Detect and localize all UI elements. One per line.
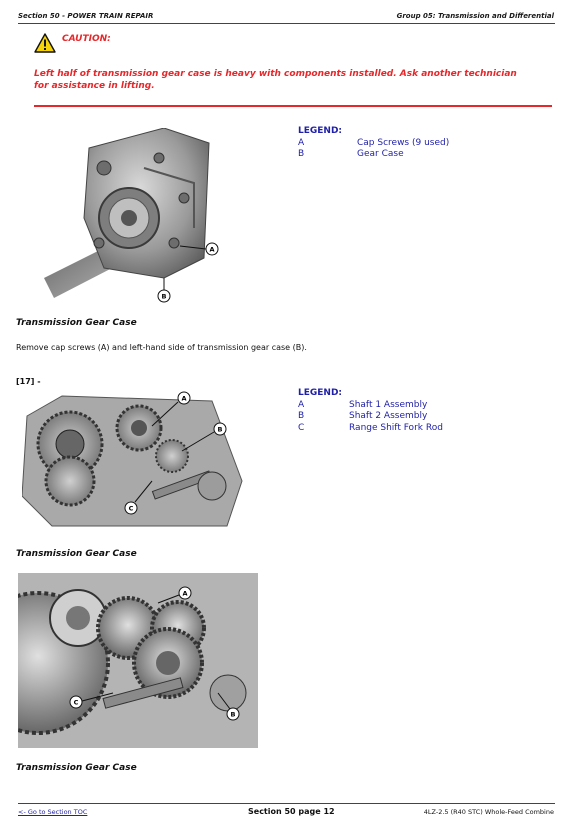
callout-b-label: B xyxy=(161,292,167,301)
legend-value: Shaft 1 Assembly xyxy=(349,399,428,410)
callout-c-label: C xyxy=(128,504,134,513)
legend-key: B xyxy=(298,411,305,421)
legend-key: A xyxy=(298,137,305,148)
callout-c-label: C xyxy=(73,698,79,707)
figure3-caption: Transmission Gear Case xyxy=(16,763,137,773)
legend-value: Cap Screws (9 used) xyxy=(357,137,450,148)
legend-title: LEGEND: xyxy=(298,126,343,136)
legend-key: B xyxy=(298,149,305,159)
figure2-caption: Transmission Gear Case xyxy=(16,549,137,559)
page-number: Section 50 page 12 xyxy=(248,807,335,816)
callout-b-label: B xyxy=(217,425,223,434)
legend-row xyxy=(298,149,449,161)
gear-assembly-photo xyxy=(22,386,247,531)
legend-row xyxy=(298,423,443,435)
callout-b-label: B xyxy=(230,710,236,719)
instruction-text: Remove cap screws (A) and left-hand side of transmission gear case (B). xyxy=(16,343,307,352)
legend-value: Gear Case xyxy=(357,149,404,159)
legend-key: C xyxy=(298,422,305,433)
callout-a-label: A xyxy=(182,589,188,598)
caution-title: CAUTION: xyxy=(62,34,111,44)
caution-divider xyxy=(34,105,552,107)
step-number: [17] - xyxy=(16,377,41,386)
footer-divider xyxy=(18,803,555,804)
section-toc-link[interactable]: <- Go to Section TOC xyxy=(18,808,88,816)
caution-text: Left half of transmission gear case is heavy with components installed. Ask another technician for assistance in lifting. xyxy=(34,69,517,91)
header-divider xyxy=(18,23,555,24)
header-group-title: Group 05: Transmission and Differential xyxy=(396,12,554,20)
figure1-caption: Transmission Gear Case xyxy=(16,318,137,328)
legend-key: A xyxy=(298,399,305,410)
legend-figure2 xyxy=(298,388,443,434)
callout-a-label: A xyxy=(181,394,187,403)
gear-closeup-photo xyxy=(18,573,258,748)
legend-row xyxy=(298,411,443,423)
legend-value: Shaft 2 Assembly xyxy=(349,411,428,421)
legend-row xyxy=(298,400,443,412)
legend-figure1 xyxy=(298,126,449,161)
header-section-title: Section 50 - POWER TRAIN REPAIR xyxy=(18,12,154,20)
gear-case-photo xyxy=(44,128,234,304)
legend-title: LEGEND: xyxy=(298,388,343,398)
warning-triangle-icon xyxy=(34,33,56,53)
model-name: 4LZ-2.5 (R40 STC) Whole-Feed Combine xyxy=(423,808,554,816)
legend-row xyxy=(298,138,449,150)
callout-a-label: A xyxy=(209,245,215,254)
legend-value: Range Shift Fork Rod xyxy=(349,422,443,433)
